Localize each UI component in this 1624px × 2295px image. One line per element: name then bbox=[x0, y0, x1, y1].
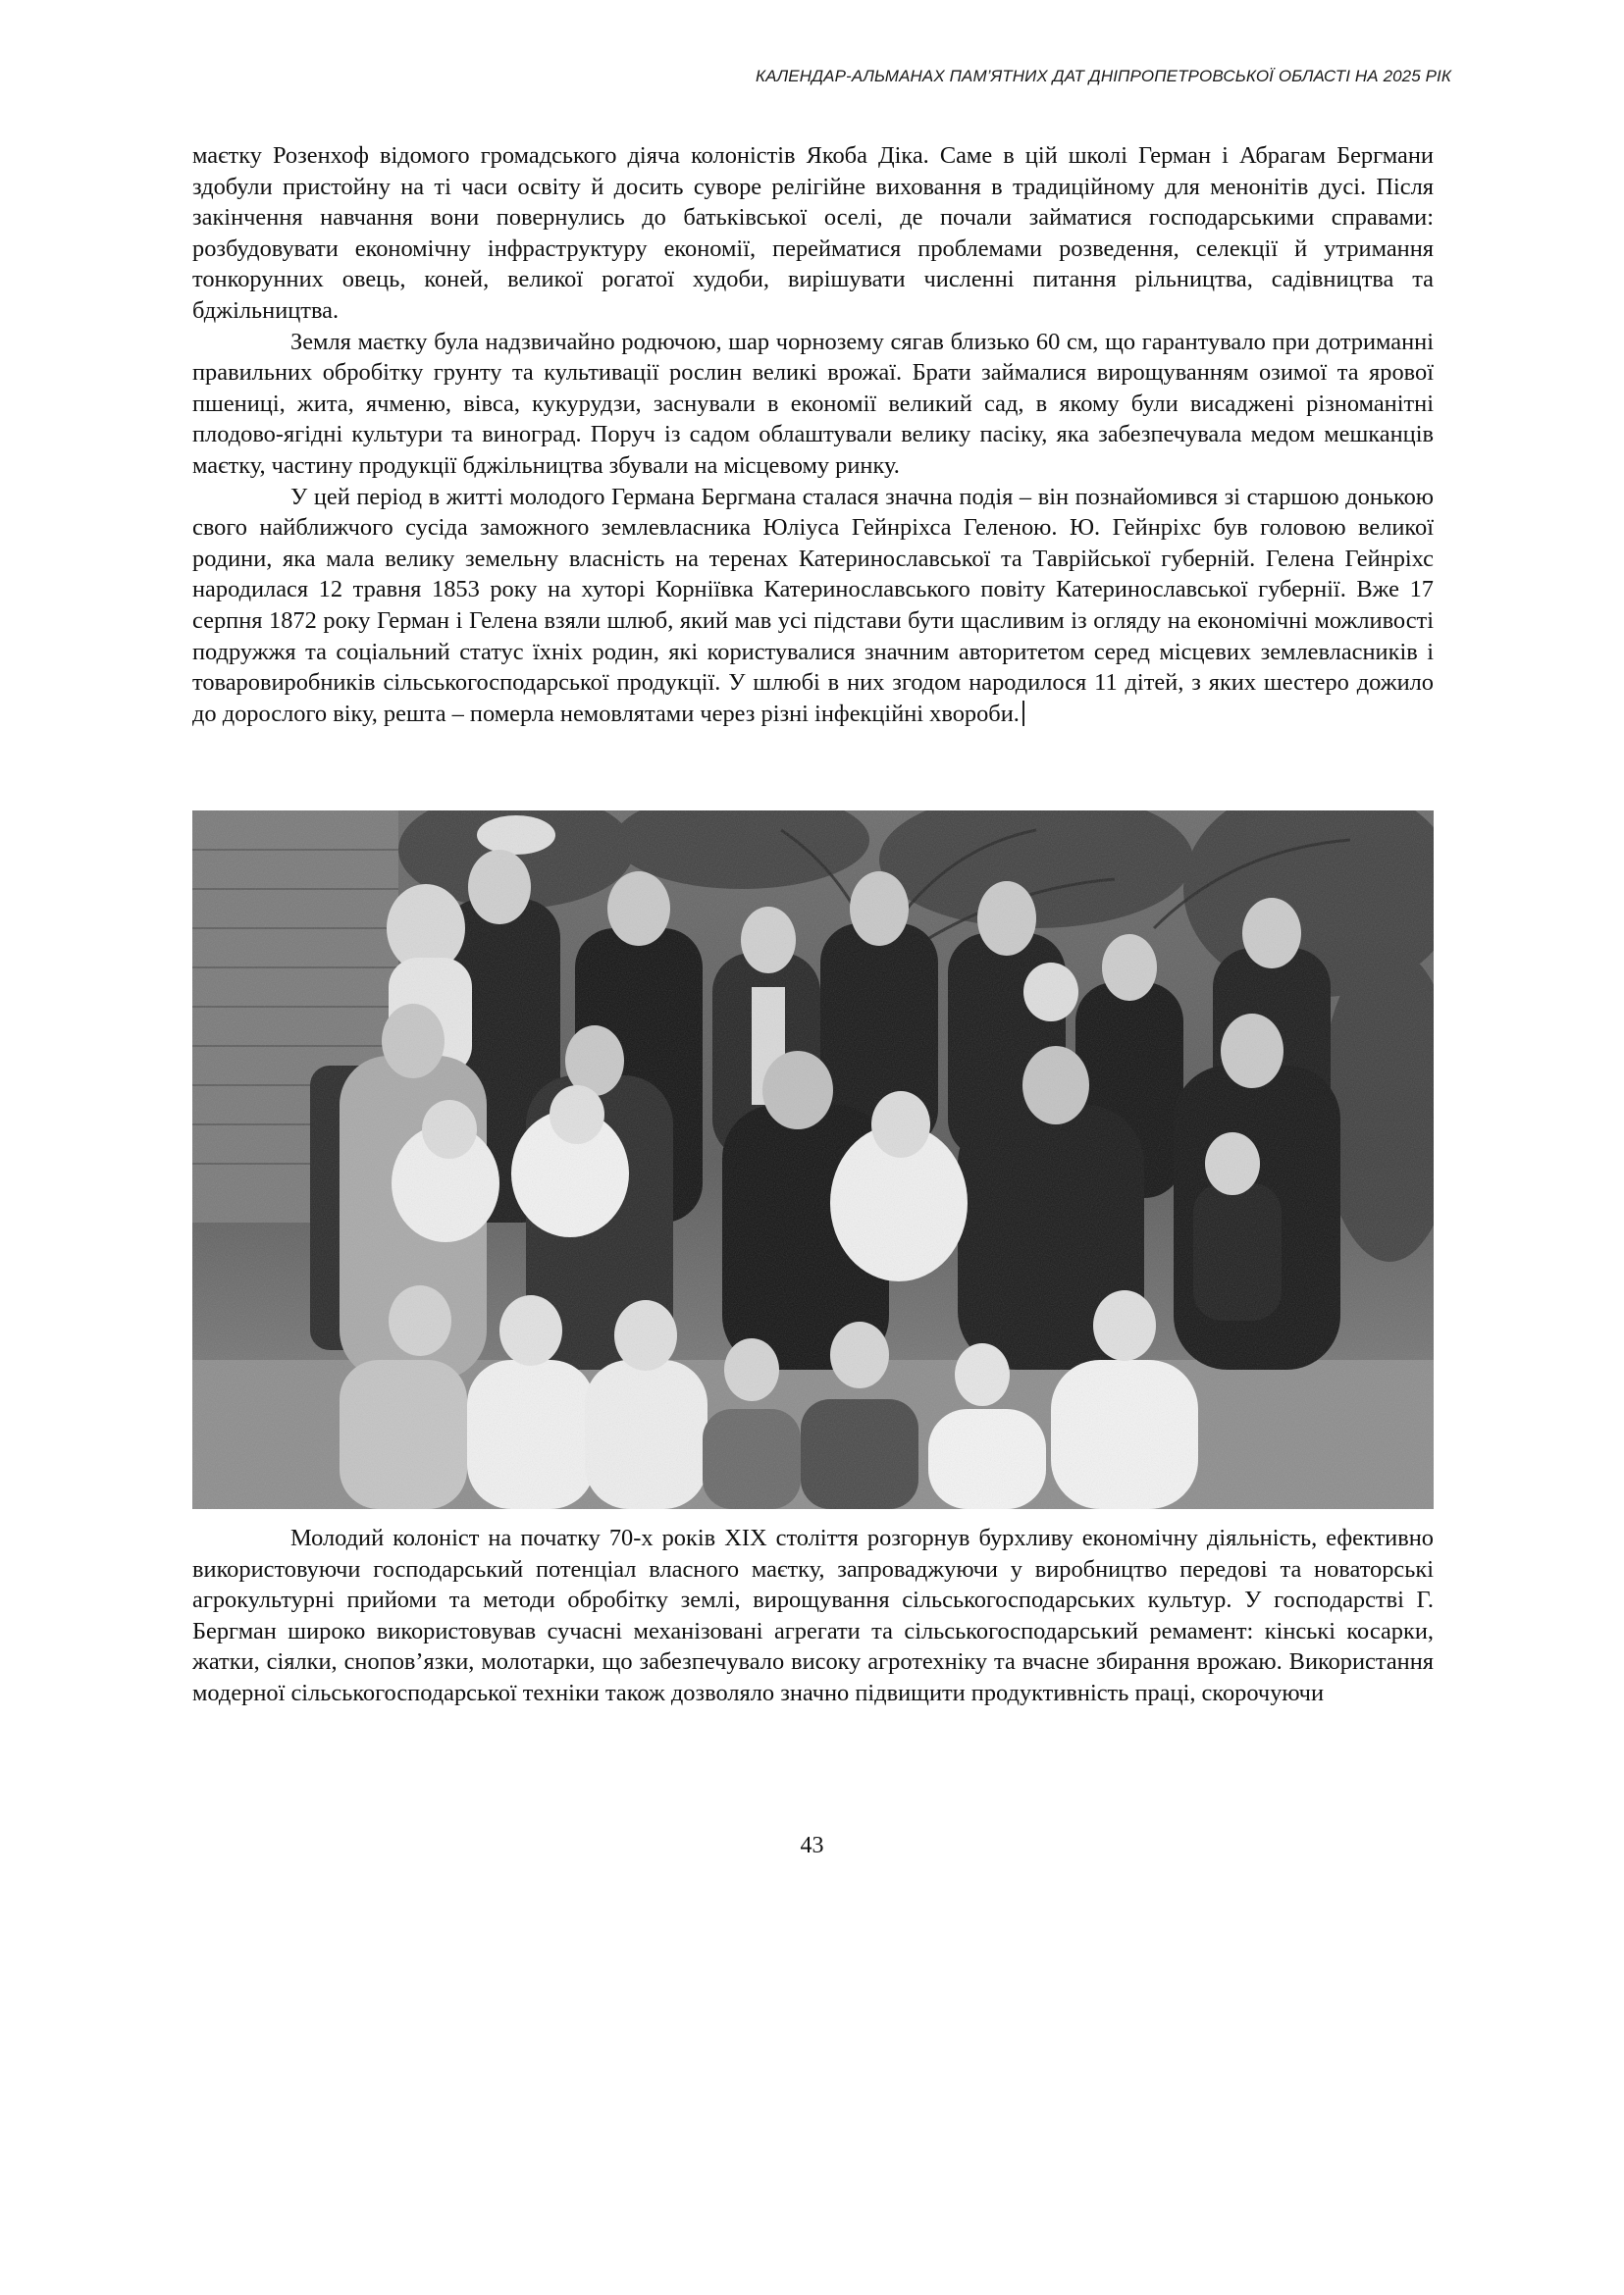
paragraph-3-text: У цей період в житті молодого Германа Бергмана сталася значна подія – він познайомився зі старшою донькою свого найближчого сусіда заможного землевласника Юліуса Гейнріхса Геленою. Ю. Гейнріхс був головою великої родини, яка мала велику земельну власність на теренах Катеринославської та Таврійської губерній. Гелена Гейнріхс народилася 12 травня 1853 року на хуторі Корніївка Катеринославського повіту Катеринославської губернії. Вже 17 серпня 1872 року Герман і Гелена взяли шлюб, який мав усі підстави бути щасливим із огляду на економічні можливості подружжя та соціальний статус їхніх родин, які користувалися значним авторитетом серед місцевих землевласників і товаровиробників сільськогосподарської продукції. У шлюбі в них згодом народилося 11 дітей, з яких шестеро дожило до дорослого віку, решта – померла немовлятами через різні інфекційні хвороби. bbox=[192, 483, 1434, 727]
family-photo-image bbox=[192, 810, 1434, 1509]
page-number: 43 bbox=[800, 1833, 824, 1858]
family-photo bbox=[192, 810, 1434, 1509]
paragraph-4: Молодий колоніст на початку 70-х років XIX століття розгорнув бурхливу економічну діяльність, ефективно використовуючи господарський потенціал власного маєтку, запроваджуючи у виробництво передові та новаторські агрокультурні прийоми та методи обробітку землі, вирощування сільськогосподарських культур. У господарстві Г. Бергман широко використовував сучасні механізовані агрегати та сільськогосподарський ремамент: кінські косарки, жатки, сіялки, снопов’язки, молотарки, що забезпечувало високу агротехніку та вчасне збирання врожаю. Використання модерної сільськогосподарської техніки також дозволяло значно підвищити продуктивність праці, скорочуючи bbox=[192, 1525, 1434, 1706]
paragraph-3 bbox=[192, 482, 1434, 730]
paragraph-1: маєтку Розенхоф відомого громадського діяча колоністів Якоба Діка. Саме в цій школі Герман і Абрагам Бергмани здобули пристойну на ті часи освіту й досить суворе релігійне виховання в традиційному для менонітів дусі. Після закінчення навчання вони повернулись до батьківської оселі, де почали займатися господарськими справами: розбудовувати економічну інфраструктуру економії, перейматися проблемами розведення, селекції й утримання тонкорунних овець, коней, великої рогатої худоби, вирішувати численні питання рільництва, садівництва та бджільництва. bbox=[192, 142, 1434, 324]
paragraph-2: Земля маєтку була надзвичайно родючою, шар чорнозему сягав близько 60 см, що гарантувало при дотриманні правильних обробітку грунту та культивації рослин великі врожаї. Брати займалися вирощуванням озимої та ярової пшениці, жита, ячменю, вівса, кукурудзи, заснували в економії великий сад, в якому були висаджені різноманітні плодово-ягідні культури та виноград. Поруч із садом облаштували велику пасіку, яка забезпечувала медом мешканців маєтку, частину продукції бджільництва збували на місцевому ринку. bbox=[192, 328, 1434, 479]
body-text-bottom bbox=[192, 1523, 1434, 1709]
running-header: КАЛЕНДАР-АЛЬМАНАХ ПАМ’ЯТНИХ ДАТ ДНІПРОПЕТРОВСЬКОЇ ОБЛАСТІ НА 2025 РІК bbox=[755, 67, 1451, 85]
text-cursor-mark bbox=[1022, 701, 1024, 726]
body-text-top bbox=[192, 140, 1434, 729]
